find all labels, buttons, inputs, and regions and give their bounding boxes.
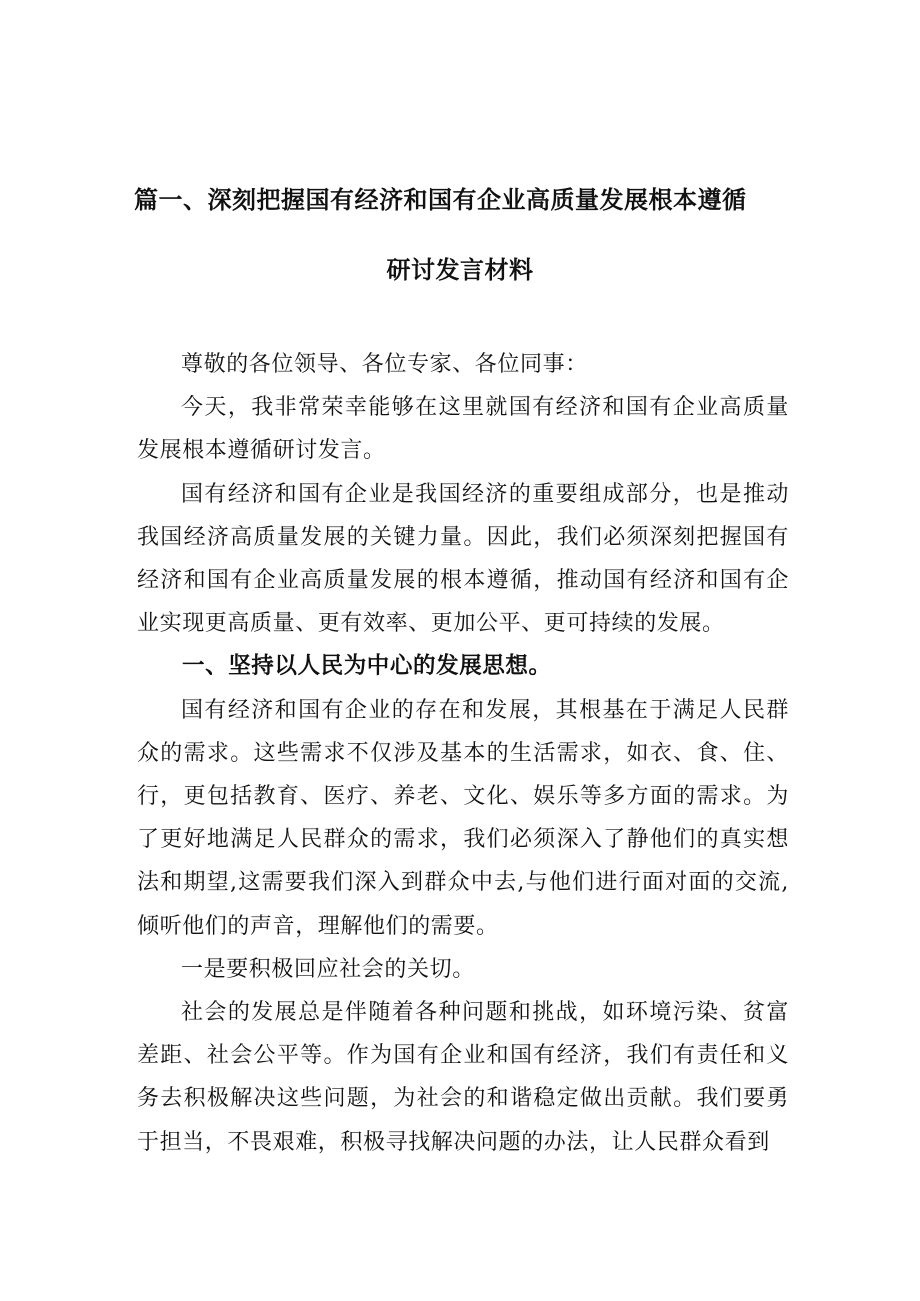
document-body xyxy=(137,343,789,1164)
body-paragraph: 今天，我非常荣幸能够在这里就国有经济和国有企业高质量发展根本遵循研讨发言。 xyxy=(137,395,789,464)
sub-point-heading: 一是要积极回应社会的关切。 xyxy=(181,956,475,982)
body-paragraph: 国有经济和国有企业是我国经济的重要组成部分，也是推动我国经济高质量发展的关键力量。因此，我们必须深刻把握国有经济和国有企业高质量发展的根本遵循，推动国有经济和国有企业实现更高质量、更有效率、更加公平、更可持续的发展。 xyxy=(137,481,789,637)
salutation: 尊敬的各位领导、各位专家、各位同事： xyxy=(181,352,588,377)
body-paragraph: 社会的发展总是伴随着各种问题和挑战，如环境污染、贫富差距、社会公平等。作为国有企业和国有经济，我们有责任和义务去积极解决这些问题，为社会的和谐稳定做出贡献。我们要勇于担当，不畏艰难，积极寻找解决问题的办法，让人民群众看到 xyxy=(137,1000,789,1155)
section-heading: 一、坚持以人民为中心的发展思想。 xyxy=(182,653,552,680)
document-title-line-1: 篇一、深刻把握国有经济和国有企业高质量发展根本遵循 xyxy=(134,186,747,214)
body-paragraph: 国有经济和国有企业的存在和发展，其根基在于满足人民群众的需求。这些需求不仅涉及基本的生活需求，如衣、食、住、行，更包括教育、医疗、养老、文化、娱乐等多方面的需求。为了更好地满足人民群众的需求，我们必须深入了静他们的真实想法和期望,这需要我们深入到群众中去,与他们进行面对面的交流,倾听他们的声音，理解他们的需要。 xyxy=(137,697,789,939)
document-title-line-2: 研讨发言材料 xyxy=(386,256,534,284)
